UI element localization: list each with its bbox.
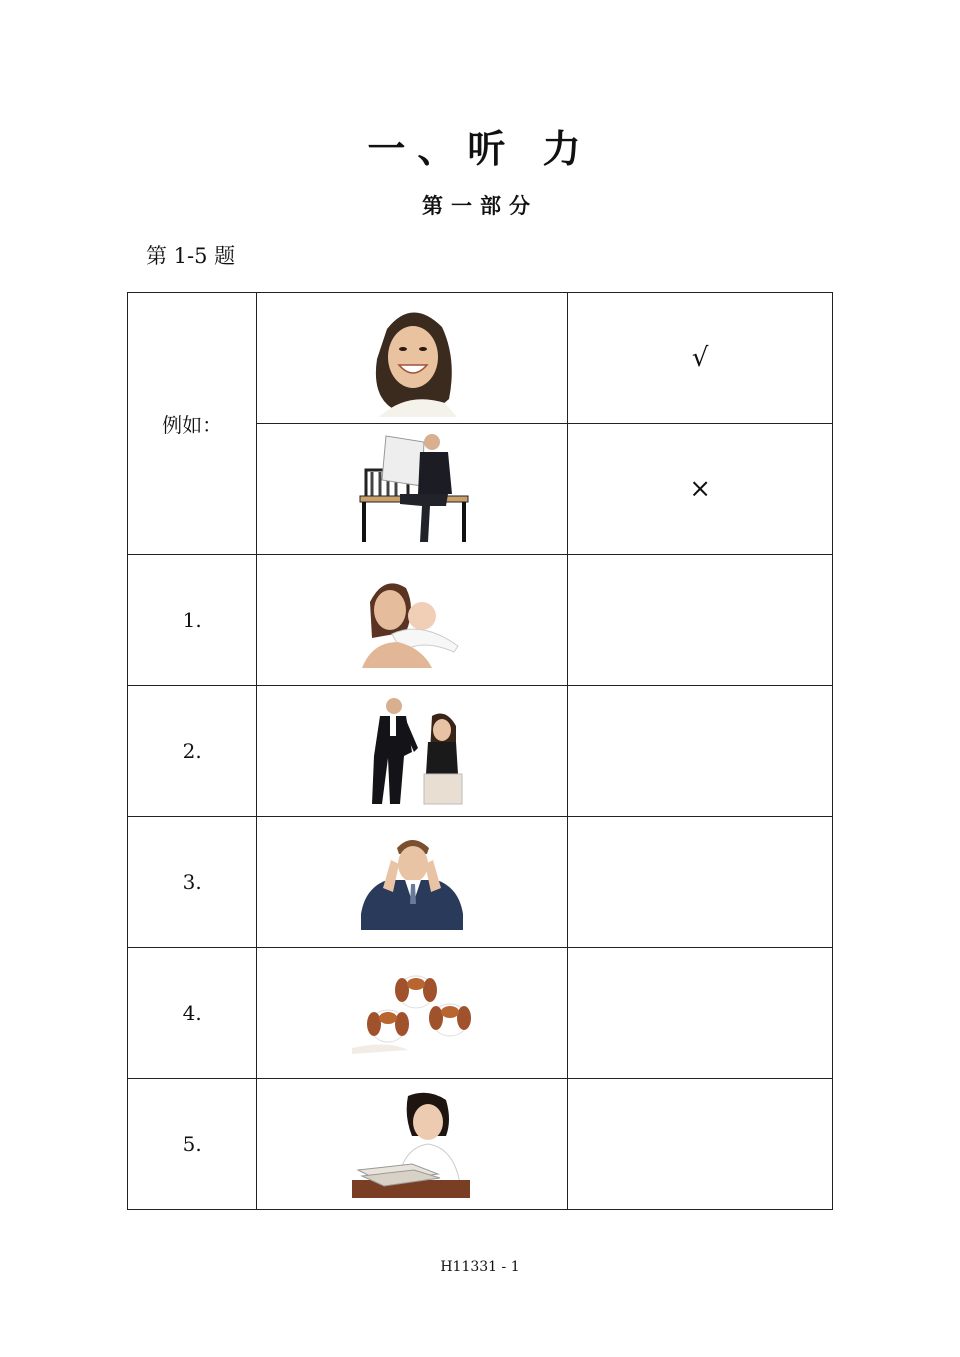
question-number-1: 1.	[128, 555, 257, 686]
picture-man-and-woman	[257, 686, 568, 817]
picture-man-covering-ears	[257, 817, 568, 948]
question-row-2	[128, 686, 833, 817]
answer-cell-2[interactable]	[568, 686, 833, 817]
picture-man-reading-newspaper	[257, 424, 568, 555]
question-number-2: 2.	[128, 686, 257, 817]
part-title: 第一部分	[422, 193, 538, 218]
question-row-4	[128, 948, 833, 1079]
page-footer: H11331 - 1	[440, 1259, 520, 1275]
picture-three-puppies	[257, 948, 568, 1079]
section-title: 一、听 力	[367, 126, 593, 171]
question-row-3	[128, 817, 833, 948]
example-row-1	[128, 293, 833, 424]
example-mark-2: ×	[568, 424, 833, 555]
question-range: 第 1-5 题	[146, 244, 236, 268]
question-number-4: 4.	[128, 948, 257, 1079]
picture-smiling-woman	[257, 293, 568, 424]
picture-girl-at-desk	[257, 1079, 568, 1210]
answer-cell-1[interactable]	[568, 555, 833, 686]
question-row-1	[128, 555, 833, 686]
example-mark-1: √	[568, 293, 833, 424]
example-label: 例如：	[128, 293, 257, 555]
question-number-5: 5.	[128, 1079, 257, 1210]
picture-mother-holding-baby	[257, 555, 568, 686]
question-number-3: 3.	[128, 817, 257, 948]
answer-cell-4[interactable]	[568, 948, 833, 1079]
answer-cell-5[interactable]	[568, 1079, 833, 1210]
question-row-5	[128, 1079, 833, 1210]
answer-grid	[127, 292, 833, 1210]
answer-cell-3[interactable]	[568, 817, 833, 948]
